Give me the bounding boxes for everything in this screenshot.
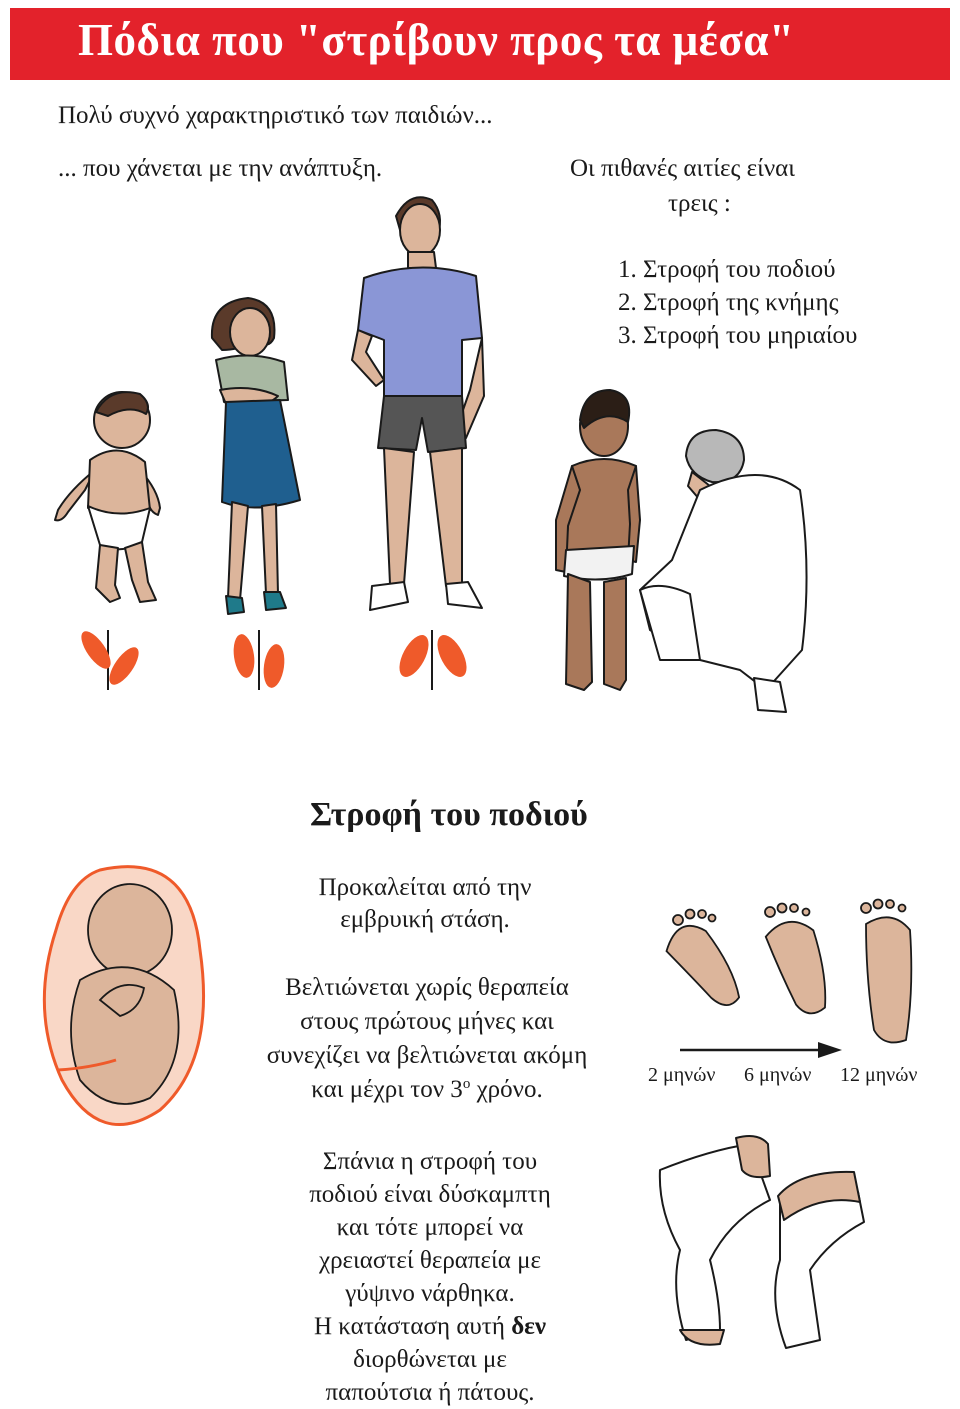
improve-line-4-sup: ο [462,1076,471,1092]
baby-feet-illustration [660,900,930,1060]
cause-item-3: 3. Στροφή του μηριαίου [618,322,858,349]
girl-figure [212,298,300,614]
rare-line-8: παπούτσια ή πάτους. [325,1379,535,1406]
rare-line-2: ποδιού είναι δύσκαμπτη [309,1181,551,1208]
timeline-label-6-months: 6 μηνών [744,1064,812,1086]
doctor-figure [640,430,807,712]
man-figure [352,197,484,610]
footprint-pairs [76,627,473,690]
improve-line-4-pre: και μέχρι τον 3 [311,1076,463,1103]
rare-line-7: διορθώνεται με [353,1346,507,1373]
rare-line-1: Σπάνια η στροφή του [322,1148,538,1175]
rare-line-5: γύψινο νάρθηκα. [345,1280,515,1307]
causes-heading-line-1: Οι πιθανές αιτίες είναι [570,155,795,182]
timeline-label-12-months: 12 μηνών [840,1064,918,1086]
rare-line-6 [240,1311,620,1343]
timeline-label-2-months: 2 μηνών [648,1064,716,1086]
page-title: Πόδια που "στρίβουν προς τα μέσα" [78,15,795,65]
toddler-figure [55,392,160,602]
rare-line-6-pre: Η κατάσταση αυτή [313,1313,512,1340]
section-title: Στροφή του ποδιού [310,796,588,833]
rare-line-6-bold: δεν [511,1313,547,1340]
rare-line-4: χρειαστεί θεραπεία με [318,1247,542,1274]
improve-line-4-post: χρόνο. [470,1076,543,1103]
causes-heading-line-2: τρεις : [668,190,731,217]
rare-line-3: και τότε μπορεί να [336,1214,524,1241]
cause-line-1: Προκαλείται από την [318,874,532,901]
plaster-cast-illustration [650,1130,900,1360]
timeline-arrow [680,1040,844,1060]
improve-line-1: Βελτιώνεται χωρίς θεραπεία [285,974,569,1001]
improve-line-4 [220,1074,634,1106]
cause-item-2: 2. Στροφή της κνήμης [618,289,839,316]
intro-line-2: ... που χάνεται με την ανάπτυξη. [58,155,383,182]
cause-line-2: εμβρυική στάση. [340,906,510,933]
improve-line-3: συνεχίζει να βελτιώνεται ακόμη [266,1042,588,1069]
intro-line-1: Πολύ συχνό χαρακτηριστικό των παιδιών... [58,102,493,129]
family-illustration [0,190,960,730]
fetus-illustration [40,860,220,1130]
improve-line-2: στους πρώτους μήνες και [300,1008,554,1035]
cause-item-1: 1. Στροφή του ποδιού [618,256,836,283]
boy-figure [556,390,640,690]
